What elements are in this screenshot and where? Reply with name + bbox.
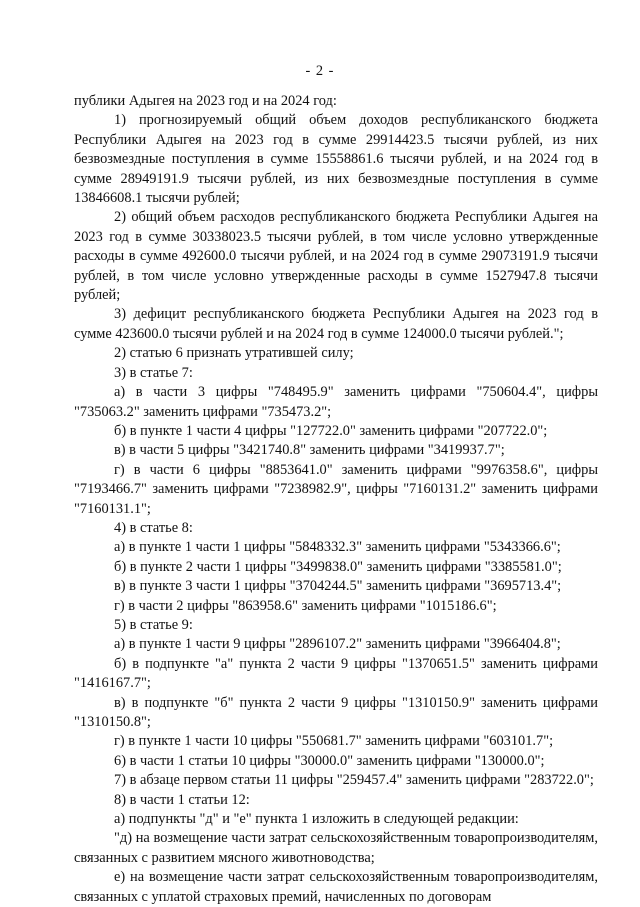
paragraph: 6) в части 1 статьи 10 цифры "30000.0" заменить цифрами "130000.0"; — [114, 752, 545, 769]
paragraph: 8) в части 1 статьи 12: — [114, 791, 250, 808]
paragraph: 2) статью 6 признать утратившей силу; — [114, 345, 354, 362]
paragraph: в) в пункте 3 части 1 цифры "3704244.5" заменить цифрами "3695713.4"; — [114, 578, 562, 595]
paragraph: 3) в статье 7: — [114, 364, 193, 381]
paragraph: б) в пункте 1 части 4 цифры "127722.0" заменить цифрами "207722.0"; — [114, 422, 548, 439]
paragraph: а) в пункте 1 части 1 цифры "5848332.3" заменить цифрами "5343366.6"; — [114, 539, 561, 556]
document-body — [74, 92, 598, 907]
paragraph: в) в части 5 цифры "3421740.8" заменить цифрами "3419937.7"; — [114, 442, 505, 459]
paragraph: б) в подпункте "а" пункта 2 части 9 цифры "1370651.5" заменить цифрами "1416167.7"; — [74, 655, 598, 692]
paragraph: б) в пункте 2 части 1 цифры "3499838.0" заменить цифрами "3385581.0"; — [114, 558, 562, 575]
paragraph: в) в подпункте "б" пункта 2 части 9 цифры "1310150.9" заменить цифрами "1310150.8"; — [74, 694, 598, 730]
paragraph: а) подпункты "д" и "е" пункта 1 изложить в следующей редакции: — [114, 811, 519, 828]
paragraph: публики Адыгея на 2023 год и на 2024 год: — [74, 93, 337, 109]
paragraph: 4) в статье 8: — [114, 519, 193, 536]
paragraph: г) в части 2 цифры "863958.6" заменить цифрами "1015186.6"; — [114, 597, 497, 614]
paragraph: "д) на возмещение части затрат сельскохозяйственным товаропроизводителям, связанных с развитием мясного животноводства; — [74, 830, 598, 866]
paragraph: 2) общий объем расходов республиканского бюджета Республики Адыгея на 2023 год в сумме 30338023.5 тысячи рублей, в том числе условно утвержденные расходы в сумме 492600.0 тысячи рублей, и на 2024 год в сумме 29073191.9 тысячи рублей, в том числе условно утвержденные расходы в сумме 1527947.8 тысячи рублей; — [74, 209, 598, 304]
paragraph: е) на возмещение части затрат сельскохозяйственным товаропроизводителям, связанных с уплатой страховых премий, начисленных по договорам — [74, 869, 598, 905]
paragraph: г) в пункте 1 части 10 цифры "550681.7" заменить цифрами "603101.7"; — [114, 733, 554, 750]
paragraph: 1) прогнозируемый общий объем доходов республиканского бюджета Республики Адыгея на 2023 год в сумме 29914423.5 тысячи рублей, из них безвозмездные поступления в сумме 15558861.6 тысячи рублей, и на 2024 год в сумме 28949191.9 тысячи рублей, из них безвозмездные поступления в сумме 13846608.1 тысячи рублей; — [74, 112, 598, 207]
paragraph: а) в части 3 цифры "748495.9" заменить цифрами "750604.4", цифры "735063.2" заменить цифрами "735473.2"; — [74, 384, 598, 420]
paragraph: 5) в статье 9: — [114, 616, 193, 633]
paragraph: 3) дефицит республиканского бюджета Республики Адыгея на 2023 год в сумме 423600.0 тысячи рублей и на 2024 год в сумме 124000.0 тысячи рублей."; — [74, 306, 598, 342]
paragraph: а) в пункте 1 части 9 цифры "2896107.2" заменить цифрами "3966404.8"; — [114, 636, 561, 653]
paragraph: г) в части 6 цифры "8853641.0" заменить цифрами "9976358.6", цифры "7193466.7" заменить цифрами "7238982.9", цифры "7160131.2" заменить цифрами "7160131.1"; — [74, 461, 598, 517]
paragraph: 7) в абзаце первом статьи 11 цифры "259457.4" заменить цифрами "283722.0"; — [114, 772, 594, 789]
page-number: - 2 - — [305, 63, 335, 79]
